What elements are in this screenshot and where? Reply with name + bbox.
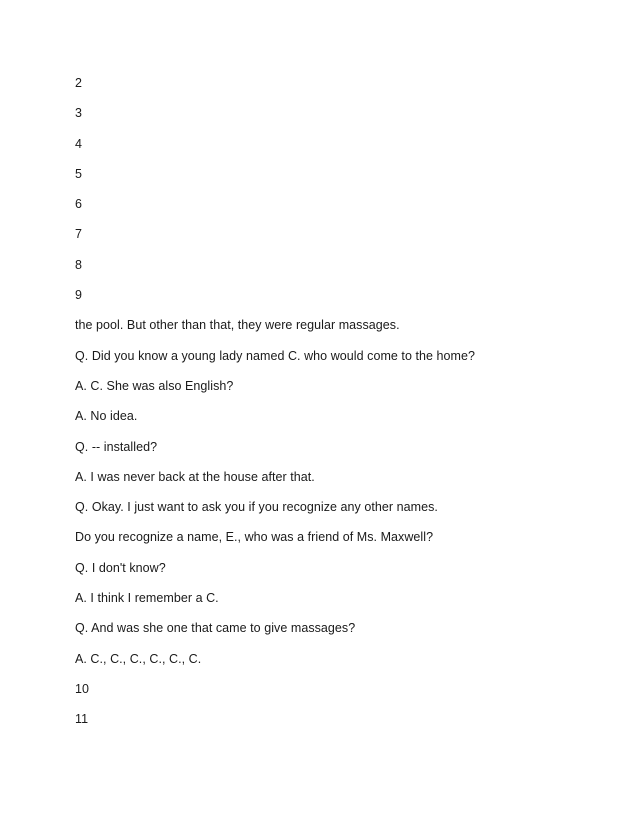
question-line: Q. And was she one that came to give massages?: [75, 621, 356, 636]
answer-line: A. No idea.: [75, 409, 138, 424]
answer-line: A. C. She was also English?: [75, 378, 234, 393]
line-number: 10: [75, 681, 90, 696]
answer-line: A. I was never back at the house after that.: [75, 469, 315, 484]
answer-line: A. C., C., C., C., C., C.: [75, 651, 202, 666]
line-number: 2: [75, 76, 83, 90]
transcript-line: Do you recognize a name, E., who was a friend of Ms. Maxwell?: [75, 530, 434, 545]
question-line: Q. Did you know a young lady named C. who would come to the home?: [75, 348, 475, 363]
line-number: 5: [75, 166, 83, 181]
line-number: 8: [75, 257, 83, 272]
transcript-lines: [75, 75, 475, 742]
question-line: Q. I don't know?: [75, 560, 166, 575]
answer-line: A. I think I remember a C.: [75, 591, 219, 606]
line-number: 6: [75, 197, 83, 212]
line-number: 7: [75, 227, 83, 242]
line-number: 3: [75, 106, 83, 121]
line-number: 4: [75, 136, 83, 151]
transcript-line: the pool. But other than that, they were regular massages.: [75, 318, 400, 333]
question-line: Q. -- installed?: [75, 439, 158, 454]
line-number: 11: [75, 712, 89, 727]
question-line: Q. Okay. I just want to ask you if you recognize any other names.: [75, 500, 438, 515]
line-number: 9: [75, 288, 83, 303]
